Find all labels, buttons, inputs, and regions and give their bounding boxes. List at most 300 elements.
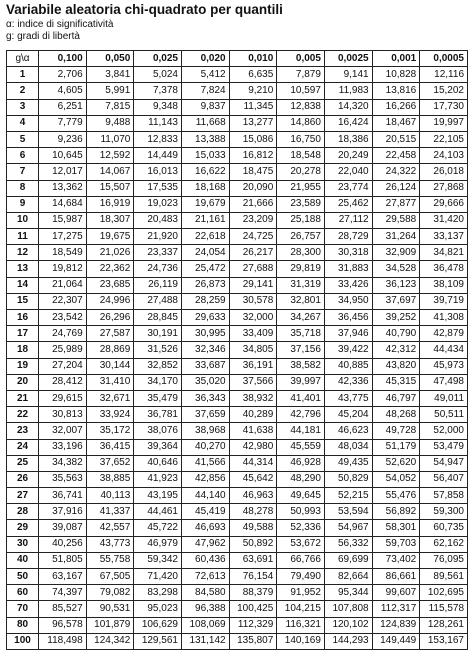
quantile-cell: 12,017 xyxy=(39,164,87,180)
quantile-cell: 38,885 xyxy=(86,471,134,487)
quantile-cell: 46,693 xyxy=(181,520,229,536)
table-row xyxy=(7,633,468,649)
table-row xyxy=(7,261,468,277)
quantile-cell: 20,515 xyxy=(372,131,420,147)
quantile-cell: 30,578 xyxy=(229,293,277,309)
quantile-cell: 23,774 xyxy=(324,180,372,196)
alpha-header: 0,025 xyxy=(134,51,182,67)
quantile-cell: 24,736 xyxy=(134,261,182,277)
quantile-cell: 56,332 xyxy=(324,536,372,552)
quantile-cell: 19,023 xyxy=(134,196,182,212)
quantile-cell: 32,671 xyxy=(86,390,134,406)
quantile-cell: 28,259 xyxy=(181,293,229,309)
degrees-of-freedom-cell: 6 xyxy=(7,148,39,164)
quantile-cell: 39,422 xyxy=(324,342,372,358)
quantile-cell: 9,348 xyxy=(134,99,182,115)
quantile-cell: 27,877 xyxy=(372,196,420,212)
table-row xyxy=(7,536,468,552)
quantile-cell: 45,722 xyxy=(134,520,182,536)
quantile-cell: 140,169 xyxy=(277,633,325,649)
quantile-cell: 39,252 xyxy=(372,310,420,326)
quantile-cell: 19,997 xyxy=(420,115,468,131)
quantile-cell: 24,769 xyxy=(39,326,87,342)
quantile-cell: 46,797 xyxy=(372,390,420,406)
quantile-cell: 38,968 xyxy=(181,423,229,439)
table-body xyxy=(7,67,468,650)
quantile-cell: 26,296 xyxy=(86,310,134,326)
quantile-cell: 19,675 xyxy=(86,229,134,245)
quantile-cell: 95,344 xyxy=(324,585,372,601)
quantile-cell: 15,086 xyxy=(229,131,277,147)
quantile-cell: 49,588 xyxy=(229,520,277,536)
quantile-cell: 36,478 xyxy=(420,261,468,277)
quantile-cell: 12,833 xyxy=(134,131,182,147)
quantile-cell: 38,932 xyxy=(229,390,277,406)
quantile-cell: 20,278 xyxy=(277,164,325,180)
quantile-cell: 41,923 xyxy=(134,471,182,487)
alpha-header: 0,020 xyxy=(181,51,229,67)
quantile-cell: 12,592 xyxy=(86,148,134,164)
quantile-cell: 66,766 xyxy=(277,552,325,568)
quantile-cell: 18,386 xyxy=(324,131,372,147)
quantile-cell: 42,879 xyxy=(420,326,468,342)
quantile-cell: 39,719 xyxy=(420,293,468,309)
quantile-cell: 44,140 xyxy=(181,488,229,504)
quantile-cell: 22,105 xyxy=(420,131,468,147)
quantile-cell: 20,090 xyxy=(229,180,277,196)
quantile-cell: 42,796 xyxy=(277,407,325,423)
quantile-cell: 4,605 xyxy=(39,83,87,99)
quantile-cell: 34,821 xyxy=(420,245,468,261)
quantile-cell: 9,236 xyxy=(39,131,87,147)
quantile-cell: 21,064 xyxy=(39,277,87,293)
degrees-of-freedom-cell: 24 xyxy=(7,439,39,455)
quantile-cell: 5,991 xyxy=(86,83,134,99)
quantile-cell: 31,420 xyxy=(420,212,468,228)
table-row xyxy=(7,229,468,245)
quantile-cell: 14,860 xyxy=(277,115,325,131)
quantile-cell: 88,379 xyxy=(229,585,277,601)
alpha-header: 0,001 xyxy=(372,51,420,67)
table-row xyxy=(7,342,468,358)
quantile-cell: 42,980 xyxy=(229,439,277,455)
table-row xyxy=(7,552,468,568)
quantile-cell: 41,308 xyxy=(420,310,468,326)
quantile-cell: 34,950 xyxy=(324,293,372,309)
quantile-cell: 12,838 xyxy=(277,99,325,115)
quantile-cell: 20,249 xyxy=(324,148,372,164)
quantile-cell: 14,067 xyxy=(86,164,134,180)
quantile-cell: 18,549 xyxy=(39,245,87,261)
quantile-cell: 37,652 xyxy=(86,455,134,471)
quantile-cell: 41,401 xyxy=(277,390,325,406)
quantile-cell: 18,467 xyxy=(372,115,420,131)
quantile-cell: 35,563 xyxy=(39,471,87,487)
quantile-cell: 41,566 xyxy=(181,455,229,471)
quantile-cell: 82,664 xyxy=(324,569,372,585)
degrees-of-freedom-cell: 5 xyxy=(7,131,39,147)
quantile-cell: 44,314 xyxy=(229,455,277,471)
quantile-cell: 129,561 xyxy=(134,633,182,649)
quantile-cell: 22,307 xyxy=(39,293,87,309)
quantile-cell: 10,645 xyxy=(39,148,87,164)
quantile-cell: 40,646 xyxy=(134,455,182,471)
quantile-cell: 42,312 xyxy=(372,342,420,358)
degrees-of-freedom-cell: 40 xyxy=(7,552,39,568)
table-row xyxy=(7,67,468,83)
quantile-cell: 16,424 xyxy=(324,115,372,131)
degrees-of-freedom-cell: 60 xyxy=(7,585,39,601)
quantile-cell: 18,168 xyxy=(181,180,229,196)
page-title: Variabile aleatoria chi-quadrato per quantili xyxy=(6,2,283,17)
degrees-of-freedom-cell: 70 xyxy=(7,601,39,617)
quantile-cell: 100,425 xyxy=(229,601,277,617)
legend-alpha: α: indice di significatività xyxy=(6,19,114,30)
quantile-cell: 67,505 xyxy=(86,569,134,585)
quantile-cell: 104,215 xyxy=(277,601,325,617)
quantile-cell: 32,801 xyxy=(277,293,325,309)
quantile-cell: 41,638 xyxy=(229,423,277,439)
quantile-cell: 16,622 xyxy=(181,164,229,180)
quantile-cell: 13,362 xyxy=(39,180,87,196)
quantile-cell: 23,542 xyxy=(39,310,87,326)
quantile-cell: 153,167 xyxy=(420,633,468,649)
quantile-cell: 14,449 xyxy=(134,148,182,164)
quantile-cell: 112,317 xyxy=(372,601,420,617)
quantile-cell: 36,343 xyxy=(181,390,229,406)
table-row xyxy=(7,617,468,633)
quantile-cell: 47,498 xyxy=(420,374,468,390)
quantile-cell: 50,892 xyxy=(229,536,277,552)
quantile-cell: 25,188 xyxy=(277,212,325,228)
quantile-cell: 33,426 xyxy=(324,277,372,293)
quantile-cell: 24,725 xyxy=(229,229,277,245)
quantile-cell: 37,916 xyxy=(39,504,87,520)
table-row xyxy=(7,326,468,342)
quantile-cell: 17,535 xyxy=(134,180,182,196)
degrees-of-freedom-cell: 28 xyxy=(7,504,39,520)
quantile-cell: 128,261 xyxy=(420,617,468,633)
quantile-cell: 24,103 xyxy=(420,148,468,164)
quantile-cell: 21,666 xyxy=(229,196,277,212)
quantile-cell: 74,397 xyxy=(39,585,87,601)
quantile-cell: 45,419 xyxy=(181,504,229,520)
quantile-cell: 27,112 xyxy=(324,212,372,228)
quantile-cell: 47,962 xyxy=(181,536,229,552)
quantile-cell: 60,735 xyxy=(420,520,468,536)
degrees-of-freedom-cell: 21 xyxy=(7,390,39,406)
quantile-cell: 32,346 xyxy=(181,342,229,358)
quantile-cell: 40,289 xyxy=(229,407,277,423)
degrees-of-freedom-cell: 10 xyxy=(7,212,39,228)
quantile-cell: 108,069 xyxy=(181,617,229,633)
alpha-header: 0,0005 xyxy=(420,51,468,67)
quantile-cell: 23,209 xyxy=(229,212,277,228)
quantile-cell: 37,697 xyxy=(372,293,420,309)
quantile-cell: 30,144 xyxy=(86,358,134,374)
quantile-cell: 14,684 xyxy=(39,196,87,212)
quantile-cell: 32,000 xyxy=(229,310,277,326)
quantile-cell: 26,124 xyxy=(372,180,420,196)
quantile-cell: 42,856 xyxy=(181,471,229,487)
quantile-cell: 31,410 xyxy=(86,374,134,390)
quantile-cell: 6,635 xyxy=(229,67,277,83)
quantile-cell: 115,578 xyxy=(420,601,468,617)
quantile-cell: 9,210 xyxy=(229,83,277,99)
quantile-cell: 7,779 xyxy=(39,115,87,131)
quantile-cell: 52,620 xyxy=(372,455,420,471)
degrees-of-freedom-cell: 7 xyxy=(7,164,39,180)
degrees-of-freedom-cell: 17 xyxy=(7,326,39,342)
quantile-cell: 62,162 xyxy=(420,536,468,552)
quantile-cell: 27,488 xyxy=(134,293,182,309)
quantile-cell: 19,679 xyxy=(181,196,229,212)
quantile-cell: 15,507 xyxy=(86,180,134,196)
quantile-cell: 24,054 xyxy=(181,245,229,261)
table-row xyxy=(7,569,468,585)
quantile-cell: 36,191 xyxy=(229,358,277,374)
quantile-cell: 25,462 xyxy=(324,196,372,212)
quantile-cell: 42,557 xyxy=(86,520,134,536)
quantile-cell: 33,137 xyxy=(420,229,468,245)
quantile-cell: 29,666 xyxy=(420,196,468,212)
quantile-cell: 44,434 xyxy=(420,342,468,358)
quantile-cell: 34,528 xyxy=(372,261,420,277)
degrees-of-freedom-cell: 13 xyxy=(7,261,39,277)
degrees-of-freedom-cell: 11 xyxy=(7,229,39,245)
quantile-cell: 52,336 xyxy=(277,520,325,536)
quantile-cell: 13,277 xyxy=(229,115,277,131)
quantile-cell: 53,672 xyxy=(277,536,325,552)
table-row xyxy=(7,504,468,520)
quantile-cell: 35,172 xyxy=(86,423,134,439)
quantile-cell: 16,919 xyxy=(86,196,134,212)
quantile-cell: 9,141 xyxy=(324,67,372,83)
quantile-cell: 29,141 xyxy=(229,277,277,293)
degrees-of-freedom-cell: 22 xyxy=(7,407,39,423)
quantile-cell: 21,920 xyxy=(134,229,182,245)
table-row xyxy=(7,585,468,601)
quantile-cell: 22,618 xyxy=(181,229,229,245)
quantile-cell: 26,119 xyxy=(134,277,182,293)
quantile-cell: 59,703 xyxy=(372,536,420,552)
legend-g: g: gradi di libertà xyxy=(6,30,80,42)
quantile-cell: 120,102 xyxy=(324,617,372,633)
quantile-cell: 41,337 xyxy=(86,504,134,520)
quantile-cell: 106,629 xyxy=(134,617,182,633)
quantile-cell: 29,588 xyxy=(372,212,420,228)
quantile-cell: 18,475 xyxy=(229,164,277,180)
quantile-cell: 22,040 xyxy=(324,164,372,180)
quantile-cell: 35,020 xyxy=(181,374,229,390)
degrees-of-freedom-cell: 27 xyxy=(7,488,39,504)
table-row xyxy=(7,488,468,504)
quantile-cell: 45,315 xyxy=(372,374,420,390)
quantile-cell: 36,781 xyxy=(134,407,182,423)
quantile-cell: 34,170 xyxy=(134,374,182,390)
degrees-of-freedom-cell: 80 xyxy=(7,617,39,633)
quantile-cell: 144,293 xyxy=(324,633,372,649)
quantile-cell: 53,594 xyxy=(324,504,372,520)
table-row xyxy=(7,180,468,196)
degrees-of-freedom-cell: 15 xyxy=(7,293,39,309)
quantile-cell: 26,018 xyxy=(420,164,468,180)
table-row xyxy=(7,601,468,617)
degrees-of-freedom-cell: 29 xyxy=(7,520,39,536)
table-row xyxy=(7,245,468,261)
quantile-cell: 102,695 xyxy=(420,585,468,601)
quantile-cell: 89,561 xyxy=(420,569,468,585)
quantile-cell: 7,879 xyxy=(277,67,325,83)
quantile-cell: 53,479 xyxy=(420,439,468,455)
table-row xyxy=(7,148,468,164)
quantile-cell: 40,270 xyxy=(181,439,229,455)
quantile-cell: 118,498 xyxy=(39,633,87,649)
quantile-cell: 131,142 xyxy=(181,633,229,649)
quantile-cell: 50,511 xyxy=(420,407,468,423)
degrees-of-freedom-cell: 9 xyxy=(7,196,39,212)
table-row xyxy=(7,358,468,374)
quantile-cell: 28,869 xyxy=(86,342,134,358)
quantile-cell: 40,256 xyxy=(39,536,87,552)
quantile-cell: 6,251 xyxy=(39,99,87,115)
quantile-cell: 30,995 xyxy=(181,326,229,342)
quantile-cell: 13,816 xyxy=(372,83,420,99)
quantile-cell: 23,337 xyxy=(134,245,182,261)
quantile-cell: 85,527 xyxy=(39,601,87,617)
quantile-cell: 51,179 xyxy=(372,439,420,455)
quantile-cell: 79,490 xyxy=(277,569,325,585)
table-row xyxy=(7,83,468,99)
quantile-cell: 15,987 xyxy=(39,212,87,228)
quantile-cell: 96,388 xyxy=(181,601,229,617)
quantile-cell: 76,095 xyxy=(420,552,468,568)
quantile-cell: 27,587 xyxy=(86,326,134,342)
quantile-cell: 24,996 xyxy=(86,293,134,309)
quantile-cell: 73,402 xyxy=(372,552,420,568)
quantile-cell: 12,116 xyxy=(420,67,468,83)
quantile-cell: 2,706 xyxy=(39,67,87,83)
table-row xyxy=(7,115,468,131)
quantile-cell: 44,181 xyxy=(277,423,325,439)
quantile-cell: 36,415 xyxy=(86,439,134,455)
quantile-cell: 7,815 xyxy=(86,99,134,115)
quantile-cell: 30,813 xyxy=(39,407,87,423)
quantile-cell: 34,805 xyxy=(229,342,277,358)
quantile-cell: 33,409 xyxy=(229,326,277,342)
table-row xyxy=(7,212,468,228)
degrees-of-freedom-cell: 100 xyxy=(7,633,39,649)
quantile-cell: 63,691 xyxy=(229,552,277,568)
degrees-of-freedom-cell: 4 xyxy=(7,115,39,131)
quantile-cell: 10,828 xyxy=(372,67,420,83)
quantile-cell: 32,007 xyxy=(39,423,87,439)
degrees-of-freedom-cell: 12 xyxy=(7,245,39,261)
quantile-cell: 27,204 xyxy=(39,358,87,374)
quantile-cell: 38,109 xyxy=(420,277,468,293)
table-row xyxy=(7,471,468,487)
table-row xyxy=(7,99,468,115)
quantile-cell: 33,196 xyxy=(39,439,87,455)
quantile-cell: 15,033 xyxy=(181,148,229,164)
quantile-cell: 17,730 xyxy=(420,99,468,115)
table-row xyxy=(7,455,468,471)
quantile-cell: 49,011 xyxy=(420,390,468,406)
quantile-cell: 14,320 xyxy=(324,99,372,115)
header-row xyxy=(7,51,468,67)
quantile-cell: 32,909 xyxy=(372,245,420,261)
alpha-header: 0,0025 xyxy=(324,51,372,67)
quantile-cell: 37,566 xyxy=(229,374,277,390)
corner-header: g\α xyxy=(7,51,39,67)
quantile-cell: 15,202 xyxy=(420,83,468,99)
quantile-cell: 23,685 xyxy=(86,277,134,293)
table-row xyxy=(7,390,468,406)
quantile-cell: 28,412 xyxy=(39,374,87,390)
quantile-cell: 26,757 xyxy=(277,229,325,245)
quantile-cell: 54,947 xyxy=(420,455,468,471)
quantile-cell: 40,113 xyxy=(86,488,134,504)
quantile-cell: 42,336 xyxy=(324,374,372,390)
quantile-cell: 90,531 xyxy=(86,601,134,617)
quantile-cell: 28,300 xyxy=(277,245,325,261)
quantile-cell: 29,633 xyxy=(181,310,229,326)
quantile-cell: 18,307 xyxy=(86,212,134,228)
table-row xyxy=(7,374,468,390)
quantile-cell: 11,143 xyxy=(134,115,182,131)
alpha-header: 0,010 xyxy=(229,51,277,67)
quantile-cell: 99,607 xyxy=(372,585,420,601)
quantile-cell: 9,488 xyxy=(86,115,134,131)
quantile-cell: 34,267 xyxy=(277,310,325,326)
quantile-cell: 46,963 xyxy=(229,488,277,504)
table-row xyxy=(7,423,468,439)
quantile-cell: 43,195 xyxy=(134,488,182,504)
table-row xyxy=(7,293,468,309)
quantile-cell: 11,345 xyxy=(229,99,277,115)
quantile-cell: 29,615 xyxy=(39,390,87,406)
quantile-cell: 45,204 xyxy=(324,407,372,423)
table-row xyxy=(7,277,468,293)
degrees-of-freedom-cell: 20 xyxy=(7,374,39,390)
quantile-cell: 95,023 xyxy=(134,601,182,617)
quantile-cell: 56,407 xyxy=(420,471,468,487)
quantile-cell: 32,852 xyxy=(134,358,182,374)
quantile-cell: 21,026 xyxy=(86,245,134,261)
quantile-cell: 59,300 xyxy=(420,504,468,520)
quantile-cell: 26,217 xyxy=(229,245,277,261)
quantile-cell: 40,885 xyxy=(324,358,372,374)
quantile-cell: 107,808 xyxy=(324,601,372,617)
quantile-cell: 45,973 xyxy=(420,358,468,374)
quantile-cell: 39,997 xyxy=(277,374,325,390)
degrees-of-freedom-cell: 14 xyxy=(7,277,39,293)
table-row xyxy=(7,520,468,536)
quantile-cell: 96,578 xyxy=(39,617,87,633)
alpha-header: 0,005 xyxy=(277,51,325,67)
quantile-cell: 56,892 xyxy=(372,504,420,520)
quantile-cell: 37,946 xyxy=(324,326,372,342)
quantile-cell: 83,298 xyxy=(134,585,182,601)
quantile-cell: 39,364 xyxy=(134,439,182,455)
degrees-of-freedom-cell: 30 xyxy=(7,536,39,552)
quantile-cell: 24,322 xyxy=(372,164,420,180)
quantile-cell: 5,024 xyxy=(134,67,182,83)
quantile-cell: 46,623 xyxy=(324,423,372,439)
quantile-cell: 30,318 xyxy=(324,245,372,261)
chi-square-table xyxy=(6,50,468,650)
quantile-cell: 84,580 xyxy=(181,585,229,601)
